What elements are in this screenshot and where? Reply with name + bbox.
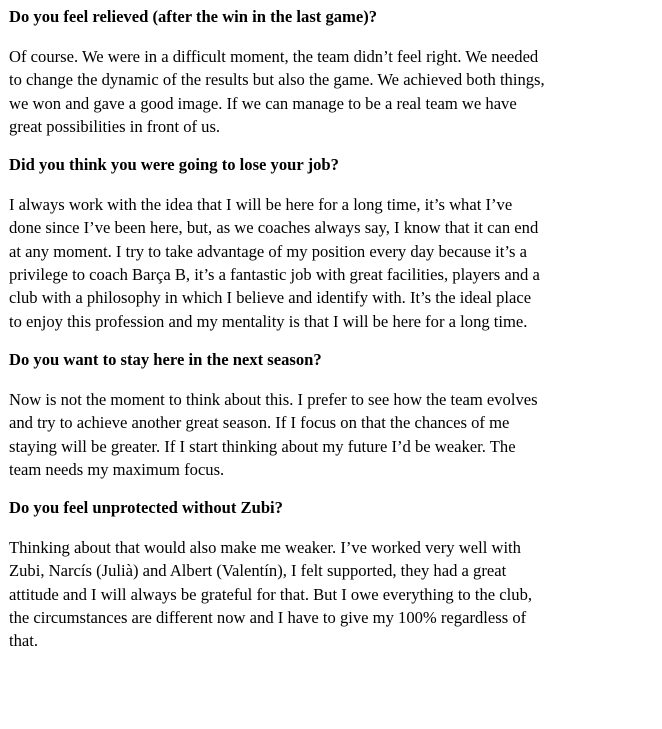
answer-line: privilege to coach Barça B, it’s a fantastic job with great facilities, players and a xyxy=(9,265,540,285)
answer-line: staying will be greater. If I start thinking about my future I’d be weaker. The xyxy=(9,436,516,456)
answer-line: attitude and I will always be grateful for that. But I owe everything to the club, xyxy=(9,584,533,604)
answer-line: Now is not the moment to think about this. I prefer to see how the team evolves xyxy=(9,389,538,409)
answer-2 xyxy=(9,193,659,333)
question-4: Do you feel unprotected without Zubi? xyxy=(9,498,283,518)
question-2: Did you think you were going to lose your job? xyxy=(9,155,339,175)
interview-document xyxy=(9,0,659,653)
answer-line: to change the dynamic of the results but also the game. We achieved both things, xyxy=(9,70,545,90)
answer-4 xyxy=(9,536,659,652)
answer-line: I always work with the idea that I will be here for a long time, it’s what I’ve xyxy=(9,195,513,215)
answer-1 xyxy=(9,45,659,138)
answer-line: we won and gave a good image. If we can manage to be a real team we have xyxy=(9,93,517,113)
answer-line: at any moment. I try to take advantage of my position every day because it’s a xyxy=(9,241,527,261)
answer-line: great possibilities in front of us. xyxy=(9,116,221,136)
answer-3 xyxy=(9,388,659,481)
answer-line: the circumstances are different now and I have to give my 100% regardless of xyxy=(9,608,527,628)
question-3: Do you want to stay here in the next season? xyxy=(9,349,322,369)
answer-line: Of course. We were in a difficult moment, the team didn’t feel right. We needed xyxy=(9,47,539,66)
answer-line: club with a philosophy in which I believe and identify with. It’s the ideal place xyxy=(9,288,532,308)
answer-line: done since I’ve been here, but, as we coaches always say, I know that it can end xyxy=(9,218,539,238)
answer-line: team needs my maximum focus. xyxy=(9,459,225,479)
answer-line: to enjoy this profession and my mentality is that I will be here for a long time. xyxy=(9,311,528,331)
answer-line: Thinking about that would also make me weaker. I’ve worked very well with xyxy=(9,538,521,558)
answer-line: Zubi, Narcís (Julià) and Albert (Valentín), I felt supported, they had a great xyxy=(9,561,507,581)
answer-line: and try to achieve another great season. If I focus on that the chances of me xyxy=(9,413,510,433)
question-1: Do you feel relieved (after the win in the last game)? xyxy=(9,7,378,26)
answer-line: that. xyxy=(9,631,39,651)
